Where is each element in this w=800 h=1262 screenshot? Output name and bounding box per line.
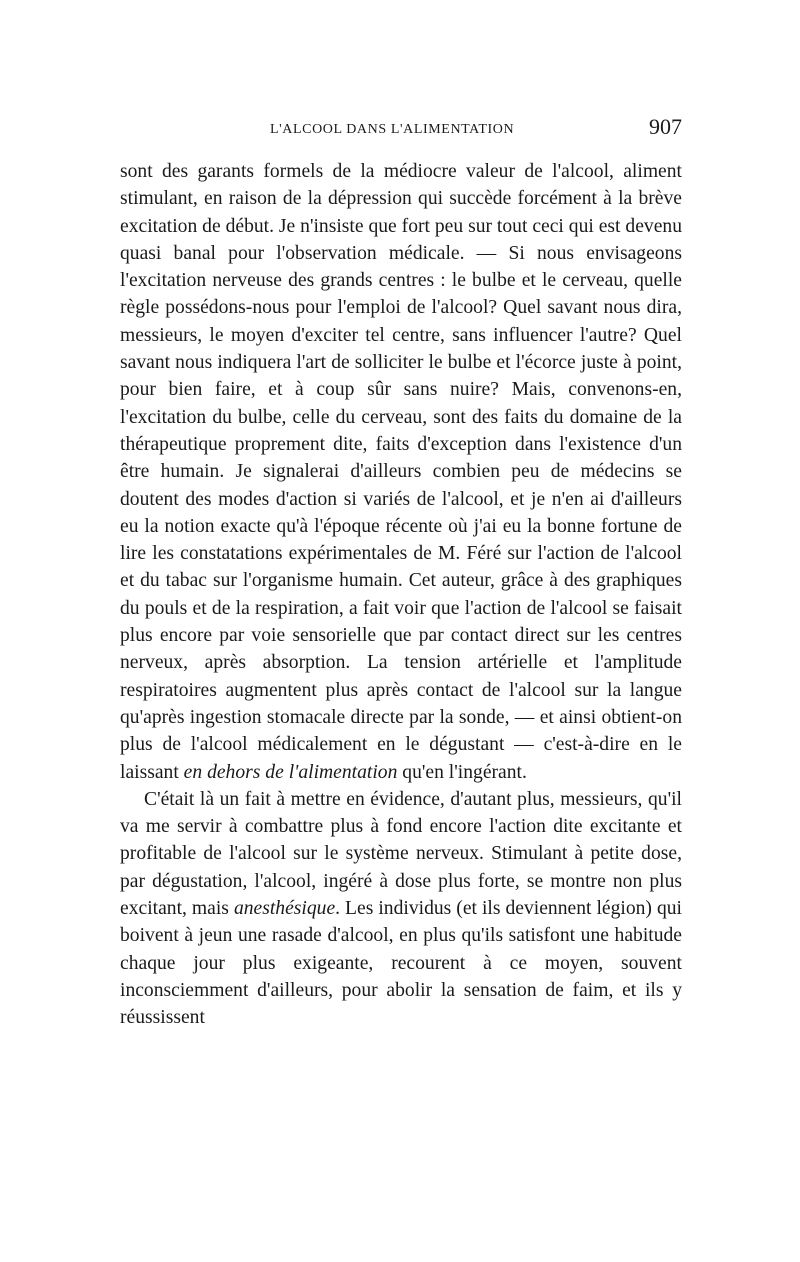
paragraph-2-italic: anesthésique [233, 898, 336, 920]
body-text [120, 158, 682, 1032]
page-number: 907 [649, 114, 682, 139]
paragraph-2-text-a: C'était là un fait à mettre en évidence, d'autant plus, messieurs, qu'il va me servir à combattre plus à fond encore l'action dite excitante et profitable de l'alcool sur le système nerveux. Stimulant à petite dose, par dégustation, l'alcool, ingéré à dose plus forte, se montre non plus excitant, mais [120, 788, 682, 920]
paragraph-2-text-b: . Les individus (et ils deviennent légion) qui boivent à jeun une rasade d'alcool, en plus qu'ils satisfont une habitude chaque jour plus exigeante, recourent à ce moyen, souvent inconsciemment d'ailleurs, pour abolir la sensation de faim, et ils y réussissent [120, 898, 682, 1029]
book-page [120, 112, 682, 1032]
paragraph-1 [120, 158, 682, 786]
running-header [120, 112, 682, 146]
paragraph-2 [120, 786, 682, 1032]
paragraph-1-text-b: qu'en l'ingérant. [397, 761, 527, 783]
running-title: L'ALCOOL DANS L'ALIMENTATION [270, 122, 515, 137]
paragraph-1-text-a: sont des garants formels de la médiocre valeur de l'alcool, aliment stimulant, en raison de la dépression qui succède forcément à la brève excitation de début. Je n'insiste que fort peu sur tout ceci qui est devenu quasi banal pour l'observation médicale. — Si nous envisageons l'excitation nerveuse des grands centres : le bulbe et le cerveau, quelle règle possédons-nous pour l'emploi de l'alcool? Quel savant nous dira, messieurs, le moyen d'exciter tel centre, sans influencer l'autre? Quel savant nous indiquera l'art de solliciter le bulbe et l'écorce juste à point, pour bien faire, et à coup sûr sans nuire? Mais, convenons-en, l'excitation du bulbe, celle du cerveau, sont des faits du domaine de la thérapeutique proprement dite, faits d'exception dans l'existence d'un être humain. Je signalerai d'ailleurs combien peu de médecins se doutent des modes d'action si variés de l'alcool, et je n'en ai d'ailleurs eu la notion exacte qu'à l'époque récente où j'ai eu la bonne fortune de lire les constatations expérimentales de M. Féré sur l'action de l'alcool et du tabac sur l'organisme humain. Cet auteur, grâce à des graphiques du pouls et de la respiration, a fait voir que l'action de l'alcool se faisait plus encore par voie sensorielle que par contact direct sur les centres nerveux, après absorption. La tension artérielle et l'amplitude respiratoires augmentent plus après contact de l'alcool sur la langue qu'après ingestion stomacale directe par la sonde, — et ainsi obtient-on plus de l'alcool médicalement en le dégustant — c'est-à-dire en le laissant [120, 161, 682, 783]
paragraph-1-italic: en dehors de l'alimentation [183, 761, 398, 783]
